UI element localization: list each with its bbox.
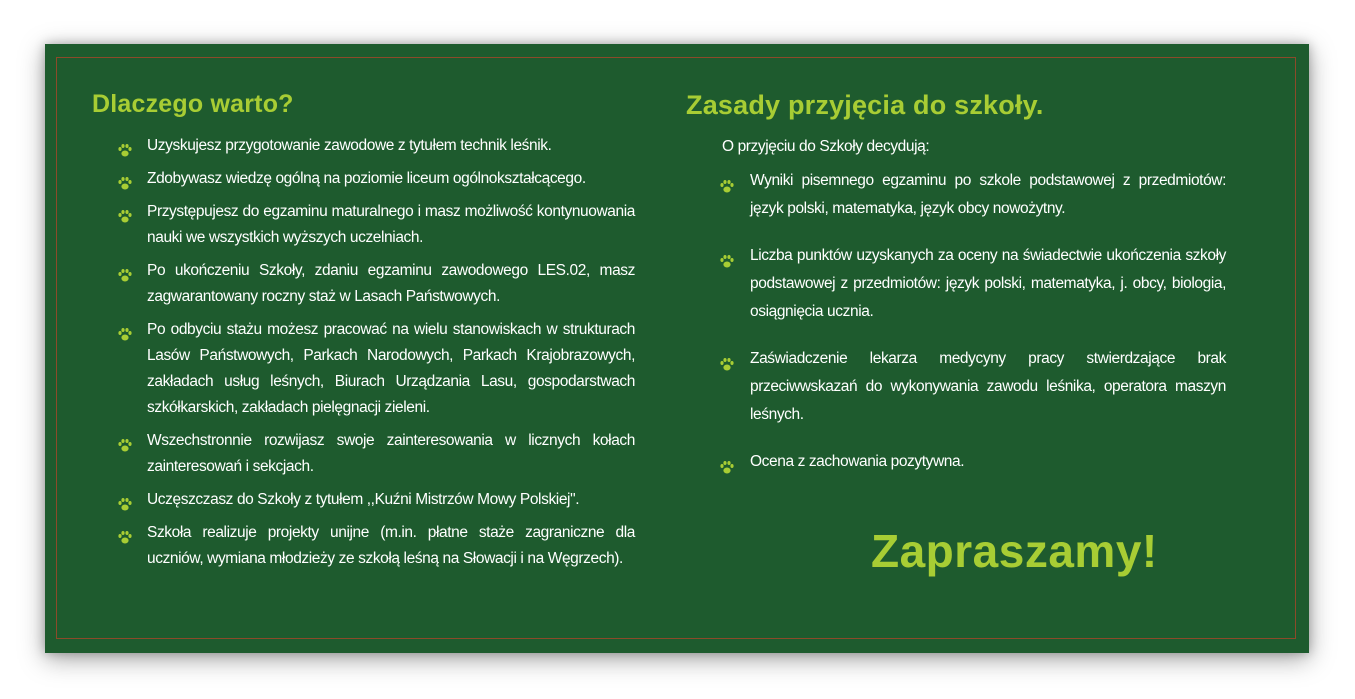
admission-rules-section	[686, 90, 1226, 495]
list-item: Ocena z zachowania pozytywna.	[750, 448, 1226, 476]
why-worth-section	[92, 90, 635, 579]
paw-print-icon	[118, 265, 132, 278]
admission-intro: O przyjęciu do Szkoły decydują:	[722, 138, 930, 155]
list-item: Zaświadczenie lekarza medycyny pracy stwierdzające brak przeciwwskazań do wykonywania zawodu leśnika, operatora maszyn leśnych.	[750, 345, 1226, 429]
list-item: Szkoła realizuje projekty unijne (m.in. płatne staże zagraniczne dla uczniów, wymiana młodzieży ze szkołą leśną na Słowacji i na Węgrzech).	[147, 520, 635, 572]
paw-print-icon	[720, 175, 734, 188]
why-worth-heading: Dlaczego warto?	[92, 90, 294, 118]
paw-print-icon	[118, 324, 132, 337]
list-item: Po odbyciu stażu możesz pracować na wielu stanowiskach w strukturach Lasów Państwowych, Parkach Narodowych, Parkach Krajobrazowych, zakładach usług leśnych, Biurach Urządzania Lasu, gospodarstwach szkółkarskich, zakładach pielęgnacji zieleni.	[147, 317, 635, 421]
paw-print-icon	[118, 527, 132, 540]
admission-rules-heading: Zasady przyjęcia do szkoły.	[686, 90, 1044, 120]
list-item: Uczęszczasz do Szkoły z tytułem ,,Kuźni Mistrzów Mowy Polskiej".	[147, 487, 635, 513]
list-item: Wszechstronnie rozwijasz swoje zainteresowania w licznych kołach zainteresowań i sekcjach.	[147, 428, 635, 480]
paw-print-icon	[720, 456, 734, 469]
flyer-panel	[45, 44, 1309, 653]
admission-rules-list	[686, 167, 1226, 476]
list-item: Przystępujesz do egzaminu maturalnego i masz możliwość kontynuowania nauki we wszystkich wyższych uczelniach.	[147, 199, 635, 251]
paw-print-icon	[118, 140, 132, 153]
paw-print-icon	[720, 353, 734, 366]
paw-print-icon	[118, 494, 132, 507]
paw-print-icon	[720, 250, 734, 263]
paw-print-icon	[118, 206, 132, 219]
why-worth-list	[92, 133, 635, 572]
list-item: Zdobywasz wiedzę ogólną na poziomie liceum ogólnokształcącego.	[147, 166, 635, 192]
list-item: Liczba punktów uzyskanych za oceny na świadectwie ukończenia szkoły podstawowej z przedmiotów: język polski, matematyka, j. obcy, biologia, osiągnięcia ucznia.	[750, 242, 1226, 326]
list-item: Wyniki pisemnego egzaminu po szkole podstawowej z przedmiotów: język polski, matematyka, język obcy nowożytny.	[750, 167, 1226, 223]
list-item: Po ukończeniu Szkoły, zdaniu egzaminu zawodowego LES.02, masz zagwarantowany roczny staż w Lasach Państwowych.	[147, 258, 635, 310]
list-item: Uzyskujesz przygotowanie zawodowe z tytułem technik leśnik.	[147, 133, 635, 159]
paw-print-icon	[118, 173, 132, 186]
paw-print-icon	[118, 435, 132, 448]
invitation-text: Zapraszamy!	[871, 525, 1158, 577]
